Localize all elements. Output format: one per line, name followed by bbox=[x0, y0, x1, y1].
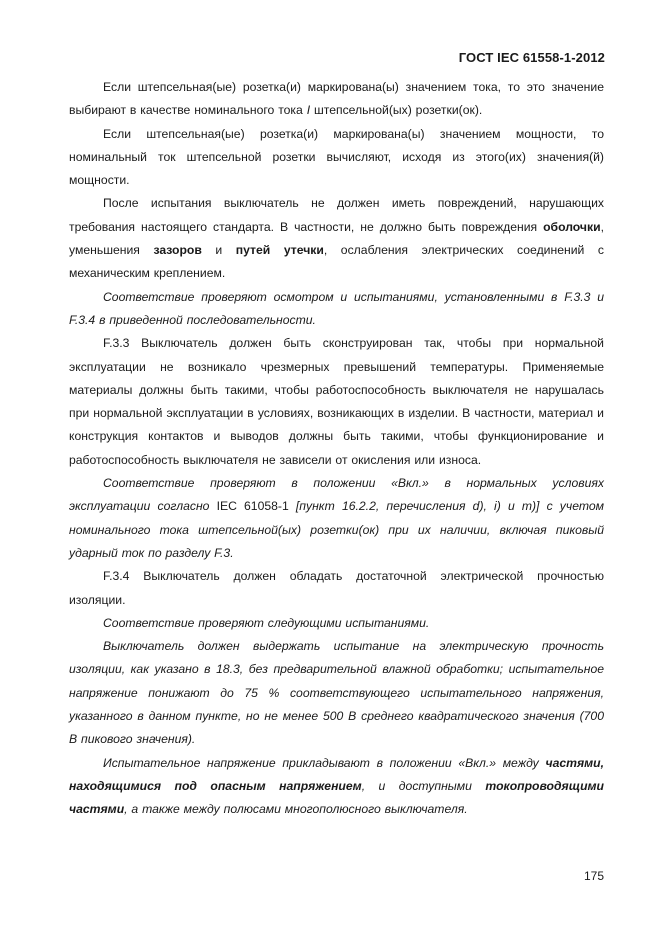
page-body bbox=[69, 76, 604, 822]
bold-term: зазоров bbox=[153, 243, 202, 258]
text-segment: Соответствие проверяют следующими испытаниями. bbox=[103, 615, 430, 630]
text-segment: Испытательное напряжение прикладывают в положении «Вкл.» между bbox=[103, 755, 546, 770]
text-segment: , а также между полюсами многополюсного выключателя. bbox=[124, 802, 468, 817]
text-segment: штепсельной(ых) розетки(ок). bbox=[310, 103, 483, 118]
paragraph bbox=[69, 192, 604, 285]
paragraph bbox=[69, 612, 604, 635]
paragraph bbox=[69, 286, 604, 333]
paragraph bbox=[69, 752, 604, 822]
paragraph bbox=[69, 565, 604, 612]
bold-term: путей утечки bbox=[235, 243, 324, 258]
text-segment: , ослабления электрических соединений с механическим креплением. bbox=[69, 243, 604, 281]
bold-term: токопроводящими частями bbox=[69, 778, 604, 817]
paragraph bbox=[69, 635, 604, 751]
paragraph bbox=[69, 332, 604, 472]
text-segment: F.3.3 Выключатель должен быть сконструирован так, чтобы при нормальной эксплуатации не возникало чрезмерных превышений температуры. Применяемые материалы должны быть такими, чтобы работоспособность выключателя не нарушалась при нормальной эксплуатации в условиях, возникающих в изделии. В частности, материал и конструкция контактов и выводов должны быть такими, чтобы функционирование и работоспособность выключателя не зависели от окисления или износа. bbox=[69, 336, 604, 467]
text-segment: Если штепсельная(ые) розетка(и) маркирована(ы) значением тока, то это значение выбирают в качестве номинального тока bbox=[69, 80, 604, 118]
paragraph bbox=[69, 472, 604, 565]
bold-term: оболочки bbox=[543, 219, 601, 234]
text-segment: I bbox=[306, 103, 311, 118]
bold-term: частями, находящимися под опасным напряжением bbox=[69, 755, 604, 793]
text-segment: Выключатель должен выдержать испытание на электрическую прочность изоляции, как указано в 18.3, без предварительной влажной обработки; испытательное напряжение понижают до 75 % соответствующего испытательного напряжения, указанного в данном пункте, но не менее 500 В среднего квадратического значения (700 В пикового значения). bbox=[69, 639, 604, 747]
paragraph bbox=[69, 76, 604, 123]
text-segment: Соответствие проверяют осмотром и испытаниями, установленными в F.3.3 и F.3.4 в приведенной последовательности. bbox=[69, 289, 604, 327]
text-segment: Соответствие проверяют в положении «Вкл.» в нормальных условиях эксплуатации согласно bbox=[69, 476, 604, 514]
text-segment: , и доступными bbox=[361, 778, 486, 793]
document-code: ГОСТ IEC 61558-1-2012 bbox=[458, 50, 605, 65]
text-segment: Если штепсельная(ые) розетка(и) маркирована(ы) значением мощности, то номинальный ток штепсельной розетки вычисляют, исходя из этого(их) значения(й) мощности. bbox=[69, 126, 604, 188]
text-segment: [пункт 16.2.2, перечисления d), i) и m)] с учетом номинального тока штепсельной(ых) розетки(ок) при их наличии, включая пиковый ударный ток по разделу F.3. bbox=[69, 499, 604, 560]
text-segment: , уменьшения bbox=[69, 219, 604, 258]
paragraph bbox=[69, 123, 604, 193]
text-segment: После испытания выключатель не должен иметь повреждений, нарушающих требования настоящего стандарта. В частности, не должно быть повреждения bbox=[69, 196, 604, 234]
text-segment: F.3.4 Выключатель должен обладать достаточной электрической прочностью изоляции. bbox=[69, 569, 604, 607]
page-number: 175 bbox=[583, 869, 604, 883]
text-segment: IEC 61058-1 bbox=[216, 499, 289, 514]
text-segment: и bbox=[201, 243, 236, 258]
